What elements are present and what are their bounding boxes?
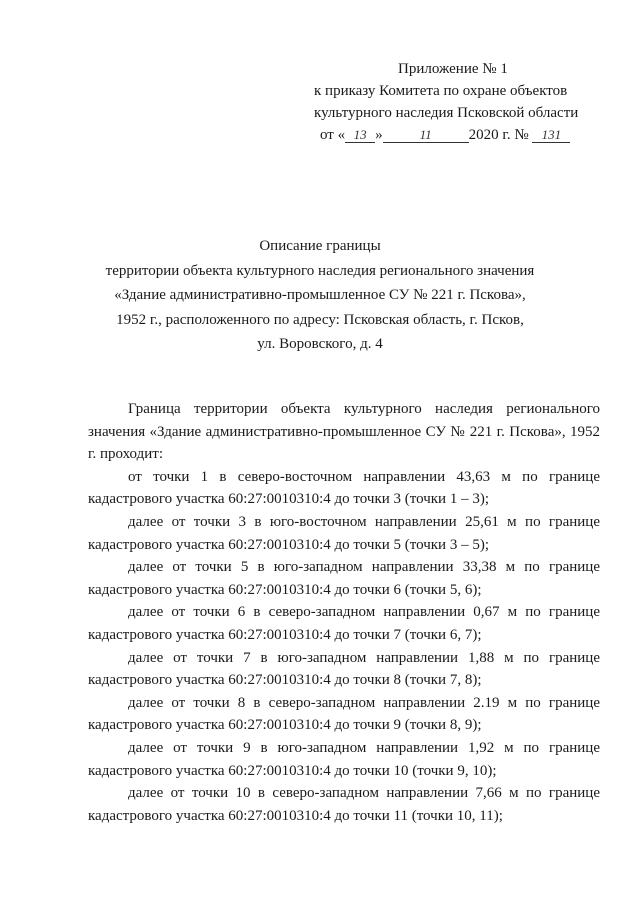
appendix-committee-region: культурного наследия Псковской области — [314, 105, 579, 121]
date-year: 2020 г. № — [468, 127, 529, 143]
date-prefix: от « — [320, 127, 346, 143]
handwritten-day: 13 — [345, 128, 375, 143]
title-line: 1952 г., расположенного по адресу: Псковская область, г. Псков, — [116, 311, 524, 328]
title-line: ул. Воровского, д. 4 — [257, 336, 383, 352]
document-title — [40, 234, 600, 357]
handwritten-order-number: 131 — [532, 128, 570, 143]
boundary-segment-paragraph: далее от точки 10 в северо-западном направлении 7,66 м по границе кадастрового участка 60:27:0010310:4 до точки 11 (точки 10, 11); — [88, 785, 600, 824]
boundary-description — [88, 398, 600, 827]
date-mid: » — [375, 127, 383, 143]
appendix-header — [300, 58, 610, 146]
appendix-date-line — [300, 124, 610, 146]
boundary-segment-paragraph: далее от точки 3 в юго-восточном направлении 25,61 м по границе кадастрового участка 60:27:0010310:4 до точки 5 (точки 3 – 5); — [88, 513, 600, 553]
title-line: Описание границы — [259, 238, 381, 254]
boundary-segment-paragraph: от точки 1 в северо-восточном направлении 43,63 м по границе кадастрового участка 60:27:0010310:4 до точки 3 (точки 1 – 3); — [88, 468, 600, 508]
boundary-segment-paragraph: далее от точки 5 в юго-западном направлении 33,38 м по границе кадастрового участка 60:27:0010310:4 до точки 6 (точки 5, 6); — [88, 559, 600, 598]
boundary-segment-paragraph: далее от точки 6 в северо-западном направлении 0,67 м по границе кадастрового участка 60:27:0010310:4 до точки 7 (точки 6, 7); — [88, 604, 600, 643]
intro-paragraph: Граница территории объекта культурного наследия регионального значения «Здание административно-промышленное СУ № 221 г. Пскова», 1952 г. проходит: — [88, 401, 600, 463]
title-line: территории объекта культурного наследия регионального значения — [105, 262, 535, 279]
boundary-segment-paragraph: далее от точки 9 в юго-западном направлении 1,92 м по границе кадастрового участка 60:27:0010310:4 до точки 10 (точки 9, 10); — [88, 739, 600, 779]
title-line: «Здание административно-промышленное СУ № 221 г. Пскова», — [114, 287, 526, 303]
handwritten-month: 11 — [383, 128, 469, 143]
boundary-segment-paragraph: далее от точки 7 в юго-западном направлении 1,88 м по границе кадастрового участка 60:27:0010310:4 до точки 8 (точки 7, 8); — [88, 649, 600, 689]
appendix-title: Приложение № 1 — [398, 61, 508, 77]
appendix-order-reference: к приказу Комитета по охране объектов — [314, 83, 568, 99]
boundary-segment-paragraph: далее от точки 8 в северо-западном направлении 2.19 м по границе кадастрового участка 60:27:0010310:4 до точки 9 (точки 8, 9); — [88, 694, 600, 734]
